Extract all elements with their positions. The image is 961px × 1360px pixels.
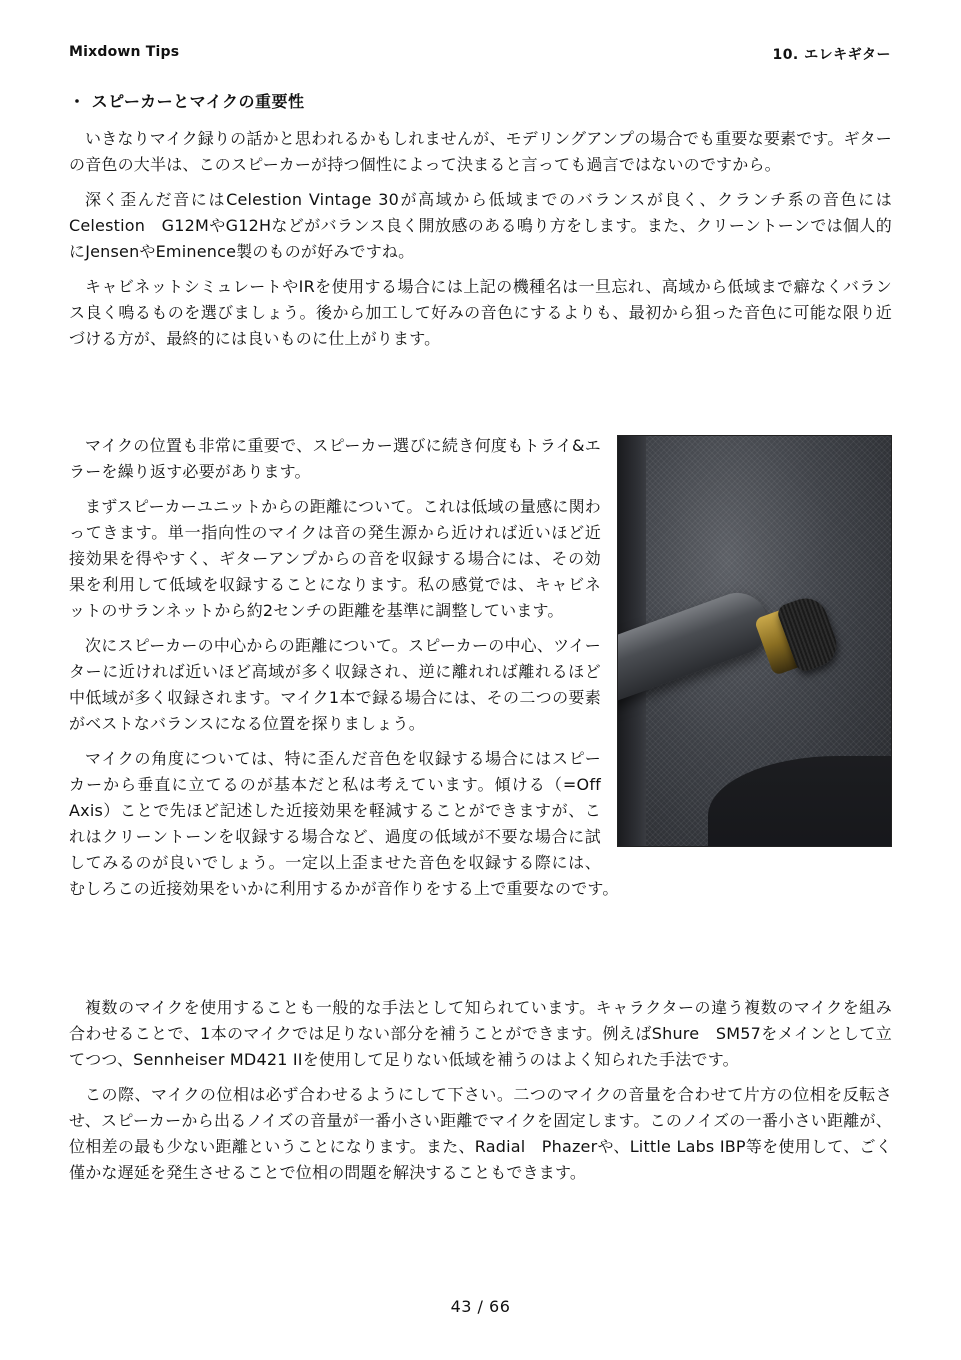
cabinet-shadow — [708, 756, 892, 847]
intro-text-block — [69, 126, 892, 352]
paragraph: この際、マイクの位相は必ず合わせるようにして下さい。二つのマイクの音量を合わせて片方の位相を反転させ、スピーカーから出るノイズの音量が一番小さい距離でマイクを固定します。このノイズの一番小さい距離が、位相差の最も少ない距離ということになります。また、Radial Phazerや、Little Labs IBP等を使用して、ごく僅かな遅延を発生させることで位相の問題を解決することもできます。 — [69, 1085, 892, 1182]
microphone-photo — [617, 435, 892, 847]
paragraph: 深く歪んだ音にはCelestion Vintage 30が高域から低域までのバランスが良く、クランチ系の音色にはCelestion G12MやG12Hなどがバランス良く開放感のある鳴り方をします。また、クリーントーンでは個人的にJensenやEminence製のものが好みですね。 — [69, 190, 892, 261]
multi-mic-text-block — [69, 995, 892, 1186]
paragraph: 複数のマイクを使用することも一般的な手法として知られています。キャラクターの違う複数のマイクを組み合わせることで、1本のマイクでは足りない部分を補うことができます。例えばShure SM57をメインとして立てつつ、Sennheiser MD421 IIを使用して足りない低域を補うのはよく知られた手法です。 — [69, 998, 892, 1069]
paragraph: まずスピーカーユニットからの距離について。これは低域の量感に関わってきます。単一指向性のマイクは音の発生源から近ければ近いほど近接効果を得やすく、ギターアンプからの音を収録する場合には、その効果を利用して低域を収録することになります。私の感覚では、キャビネットのサランネットから約2センチの距離を基準に調整しています。 — [69, 497, 601, 620]
page-number: 43 / 66 — [450, 1297, 511, 1316]
paragraph: 次にスピーカーの中心からの距離について。スピーカーの中心、ツイーターに近ければ近いほど高域が多く収録され、逆に離れれば離れるほど中低域が多く収録されます。マイク1本で録る場合には、その二つの要素がベストなバランスになる位置を探りましょう。 — [69, 636, 601, 733]
mic-position-text-block — [69, 433, 892, 902]
running-header-chapter: 10. エレキギター — [772, 47, 891, 63]
section-heading: ・ スピーカーとマイクの重要性 — [69, 92, 305, 111]
paragraph: マイクの位置も非常に重要で、スピーカー選びに続き何度もトライ&エラーを繰り返す必要があります。 — [69, 436, 601, 481]
paragraph: キャビネットシミュレートやIRを使用する場合には上記の機種名は一旦忘れ、高域から低域まで癖なくバランス良く鳴るものを選びましょう。後から加工して好みの音色にするよりも、最初から狙った音色に可能な限り近づける方が、最終的には良いものに仕上がります。 — [69, 277, 892, 348]
running-header-title: Mixdown Tips — [69, 44, 180, 60]
paragraph: マイクの角度については、特に歪んだ音色を収録する場合にはスピーカーから垂直に立てるのが基本だと私は考えています。傾ける（=Off Axis）ことで先ほど記述した近接効果を軽減することができますが、これはクリーントーンを収録する場合など、過度の低域が不要な場合に試してみるのが良いでしょう。一定以上歪ませた音色を収録する際には、むしろこの近接効果をいかに利用するかが音作りをする上で重要なのです。 — [69, 749, 619, 898]
paragraph: いきなりマイク録りの話かと思われるかもしれませんが、モデリングアンプの場合でも重要な要素です。ギターの音色の大半は、このスピーカーが持つ個性によって決まると言っても過言ではないのですから。 — [69, 129, 892, 174]
